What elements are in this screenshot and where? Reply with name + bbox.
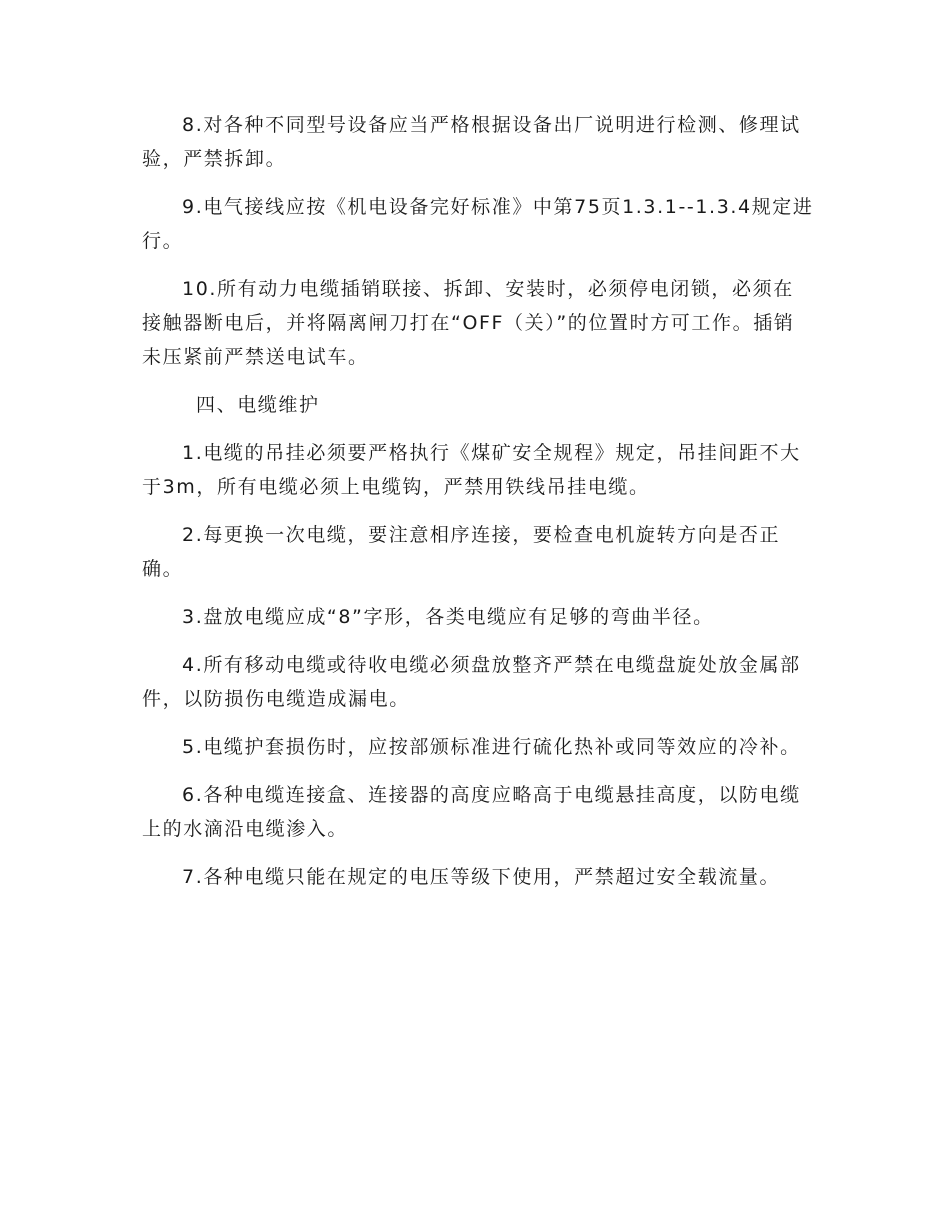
- cable-item-2: 2.每更换一次电缆，要注意相序连接，要检查电机旋转方向是否正确。: [142, 524, 781, 580]
- cable-item-7: 7.各种电缆只能在规定的电压等级下使用，严禁超过安全载流量。: [182, 866, 781, 888]
- cable-item-1: 1.电缆的吊挂必须要严格执行《煤矿安全规程》规定，吊挂间距不大于3m，所有电缆必须上电缆钩，严禁用铁线吊挂电缆。: [142, 442, 801, 498]
- cable-item-4: 4.所有移动电缆或待收电缆必须盘放整齐严禁在电缆盘旋处放金属部件，以防损伤电缆造成漏电。: [142, 654, 801, 710]
- section-heading: 四、电缆维护: [196, 394, 320, 416]
- paragraph-item-9: 9.电气接线应按《机电设备完好标准》中第75页1.3.1--1.3.4规定进行。: [142, 196, 814, 252]
- cable-item-6: 6.各种电缆连接盒、连接器的高度应略高于电缆悬挂高度，以防电缆上的水滴沿电缆渗入。: [142, 784, 801, 840]
- document-body: [142, 108, 814, 908]
- paragraph-item-8: 8.对各种不同型号设备应当严格根据设备出厂说明进行检测、修理试验，严禁拆卸。: [142, 114, 801, 170]
- cable-item-3: 3.盘放电缆应成“8”字形，各类电缆应有足够的弯曲半径。: [182, 606, 714, 628]
- cable-item-5: 5.电缆护套损伤时，应按部颁标准进行硫化热补或同等效应的冷补。: [182, 736, 801, 758]
- paragraph-item-10: 10.所有动力电缆插销联接、拆卸、安装时，必须停电闭锁，必须在接触器断电后，并将隔离闸刀打在“OFF（关）”的位置时方可工作。插销未压紧前严禁送电试车。: [142, 278, 795, 368]
